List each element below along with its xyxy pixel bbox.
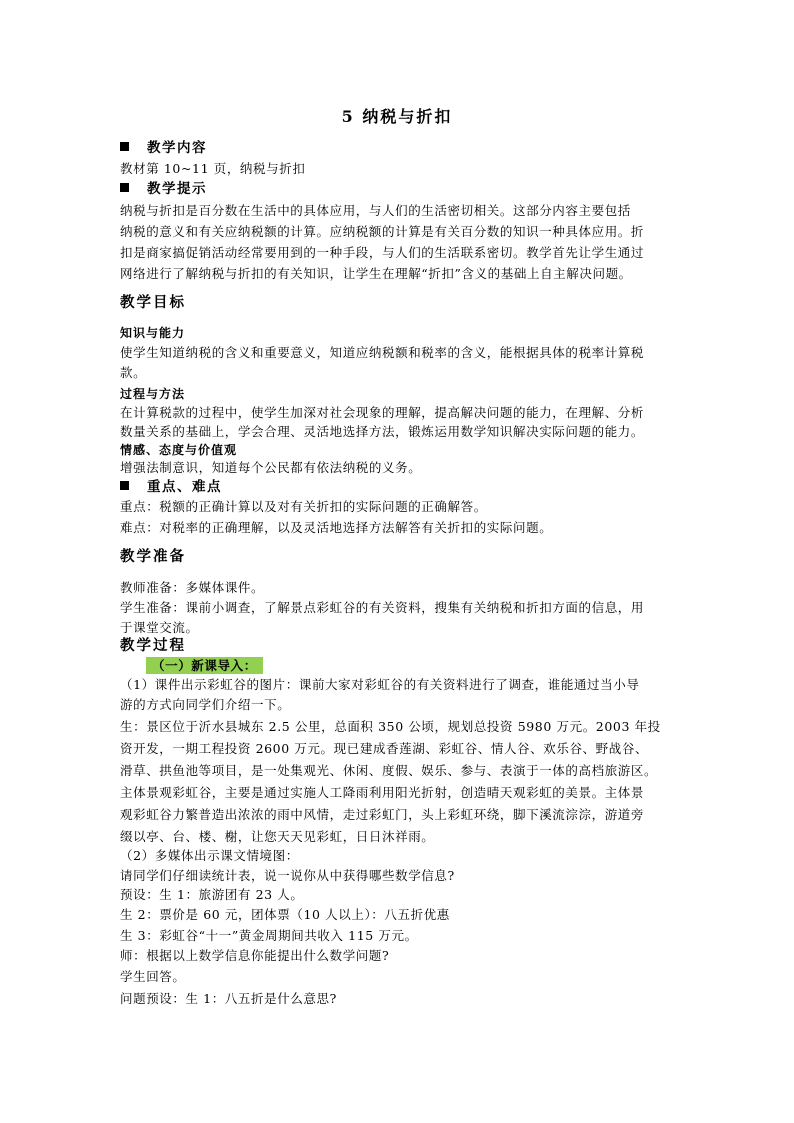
body-line: 主体景观彩虹谷，主要是通过实施人工降雨利用阳光折射，创造晴天观彩虹的美景。主体景 <box>120 785 645 800</box>
student-prep-line: 于课堂交流。 <box>120 620 199 635</box>
body-line: 问题预设：生 1：八五折是什么意思? <box>120 991 337 1006</box>
tips-heading: 教学提示 <box>120 181 207 197</box>
body-line: 缀以亭、台、楼、榭，让您天天见彩虹，日日沐祥雨。 <box>120 829 435 844</box>
process-line: 数量关系的基础上，学会合理、灵活地选择方法，锻炼运用数学知识解决实际问题的能力。 <box>120 424 645 439</box>
process-heading: 过程与方法 <box>120 387 186 401</box>
knowledge-line: 款。 <box>120 365 147 380</box>
key-point: 重点：税额的正确计算以及对有关折扣的实际问题的正确解答。 <box>120 499 487 514</box>
body-line: 请同学们仔细读统计表，说一说你从中获得哪些数学信息? <box>120 868 455 883</box>
body-line: （2）多媒体出示课文情境图： <box>120 848 299 863</box>
body-line: 生 3：彩虹谷“十一”黄金周期间共收入 115 万元。 <box>120 928 418 943</box>
knowledge-heading: 知识与能力 <box>120 326 186 340</box>
body-line: 师：根据以上数学信息你能提出什么数学问题? <box>120 948 390 963</box>
body-line: 资开发，一期工程投资 2600 万元。现已建成香莲湖、彩虹谷、情人谷、欢乐谷、野战谷、 <box>120 741 649 756</box>
content-heading: 教学内容 <box>120 140 207 156</box>
tips-line: 纳税与折扣是百分数在生活中的具体应用，与人们的生活密切相关。这部分内容主要包括 <box>120 203 631 218</box>
body-line: 游的方式向同学们介绍一下。 <box>120 697 291 712</box>
intro-label <box>146 658 263 674</box>
body-line: 滑草、拱鱼池等项目，是一处集观光、休闲、度假、娱乐、参与、表演于一体的高档旅游区。 <box>120 763 658 778</box>
emotion-text: 增强法制意识，知道每个公民都有依法纳税的义务。 <box>120 460 422 475</box>
tips-line: 网络进行了解纳税与折扣的有关知识，让学生在理解“折扣”含义的基础上自主解决问题。 <box>120 266 632 281</box>
body-line: 生 2：票价是 60 元，团体票（10 人以上）：八五折优惠 <box>120 907 450 922</box>
difficult-point: 难点：对税率的正确理解，以及灵活地选择方法解答有关折扣的实际问题。 <box>120 520 553 535</box>
highlighted-intro-label: （一）新课导入： <box>146 657 263 674</box>
content-text: 教材第 10~11 页，纳税与折扣 <box>120 161 306 176</box>
body-line: 学生回答。 <box>120 969 186 984</box>
body-line: 生：景区位于沂水县城东 2.5 公里，总面积 350 公顷，规划总投资 5980 万元。2003 年投 <box>120 719 661 734</box>
tips-line: 纳税的意义和有关应纳税额的计算。应纳税额的计算是有关百分数的知识一种具体应用。折 <box>120 224 645 239</box>
page-title: 5 纳税与折扣 <box>341 107 453 126</box>
prep-heading: 教学准备 <box>120 548 186 565</box>
body-line: 观彩虹谷力繁普造出浓浓的雨中风情，走过彩虹门，头上彩虹环绕，脚下溪流淙淙，游道旁 <box>120 807 645 822</box>
emotion-heading: 情感、态度与价值观 <box>120 443 238 457</box>
teacher-prep: 教师准备：多媒体课件。 <box>120 580 265 595</box>
process-line: 在计算税款的过程中，使学生加深对社会现象的理解，提高解决问题的能力，在理解、分析 <box>120 405 645 420</box>
process-main-heading: 教学过程 <box>120 637 186 654</box>
key-heading: 重点、难点 <box>120 479 222 495</box>
square-bullet-icon <box>120 481 129 490</box>
square-bullet-icon <box>120 142 129 151</box>
body-line: （1）课件出示彩虹谷的图片：课前大家对彩虹谷的有关资料进行了调查，谁能通过当小导 <box>120 677 640 692</box>
tips-line: 扣是商家搞促销活动经常要用到的一种手段，与人们的生活联系密切。教学首先让学生通过 <box>120 245 645 260</box>
student-prep-line: 学生准备：课前小调查，了解景点彩虹谷的有关资料，搜集有关纳税和折扣方面的信息，用 <box>120 600 645 615</box>
goals-heading: 教学目标 <box>120 294 186 311</box>
square-bullet-icon <box>120 183 129 192</box>
body-line: 预设：生 1：旅游团有 23 人。 <box>120 887 304 902</box>
knowledge-line: 使学生知道纳税的含义和重要意义，知道应纳税额和税率的含义，能根据具体的税率计算税 <box>120 345 645 360</box>
